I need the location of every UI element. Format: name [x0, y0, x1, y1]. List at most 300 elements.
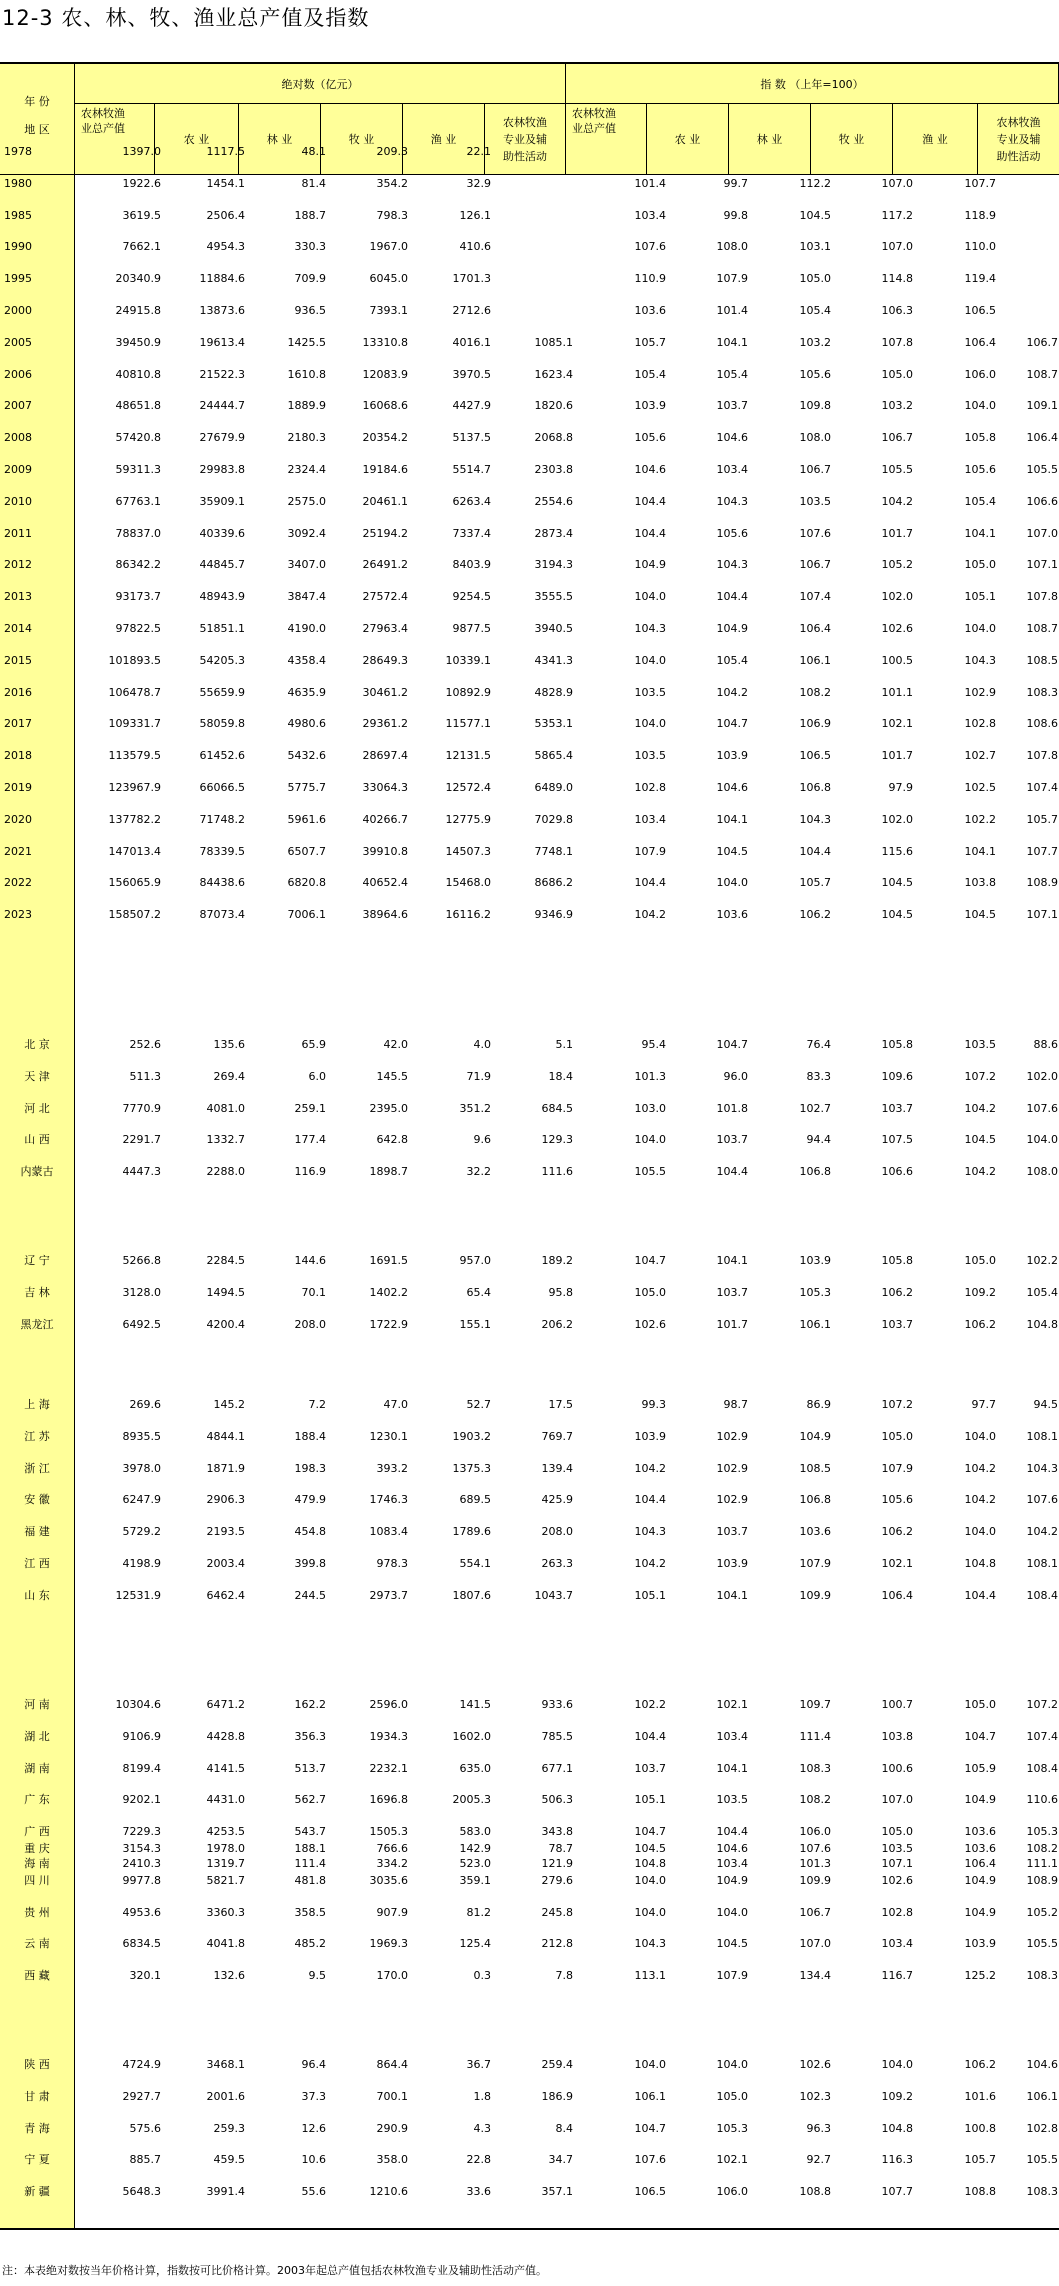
- table-cell: 1505.3: [369, 1825, 408, 1839]
- table-cell: 1807.6: [452, 1588, 491, 1602]
- table-cell: 108.3: [799, 1761, 831, 1775]
- table-cell: 107.9: [881, 1461, 913, 1475]
- table-cell: 104.2: [634, 1461, 666, 1475]
- table-cell: 6045.0: [369, 272, 408, 286]
- table-cell: 1319.7: [206, 1857, 245, 1870]
- table-cell: 9.6: [473, 1133, 491, 1147]
- table-cell: 1701.3: [452, 272, 491, 286]
- table-cell: 263.3: [541, 1557, 573, 1570]
- table-cell: 4980.6: [287, 717, 326, 731]
- table-cell: 7.8: [555, 1969, 573, 1983]
- table-cell: 104.7: [964, 1729, 996, 1743]
- table-cell: 101.8: [716, 1101, 748, 1115]
- table-cell: 104.4: [716, 590, 748, 604]
- table-cell: 2554.6: [534, 494, 573, 508]
- table-cell: 105.1: [634, 1588, 666, 1602]
- table-cell: 103.9: [716, 749, 748, 763]
- table-cell: 107.0: [1026, 526, 1058, 540]
- group-header-index: 指 数 （上年=100）: [566, 64, 1059, 104]
- table-cell: 103.6: [964, 1825, 996, 1839]
- row-label: 安 徽: [24, 1493, 50, 1507]
- table-row: [0, 1871, 1059, 1891]
- table-cell: 162.2: [294, 1698, 326, 1711]
- table-cell: 104.0: [716, 876, 748, 890]
- table-cell: 59311.3: [115, 463, 161, 476]
- table-cell: 105.5: [1026, 463, 1058, 476]
- table-cell: 101.7: [716, 1317, 748, 1331]
- table-cell: 104.7: [716, 1038, 748, 1051]
- table-cell: 6820.8: [287, 876, 326, 890]
- row-label: 2006: [4, 367, 32, 381]
- table-cell: 105.0: [964, 558, 996, 572]
- table-cell: 108.3: [1026, 685, 1058, 699]
- table-cell: 104.8: [881, 2121, 913, 2135]
- table-cell: 1332.7: [206, 1133, 245, 1147]
- table-cell: 104.8: [964, 1557, 996, 1570]
- table-cell: 5821.7: [206, 1873, 245, 1887]
- table-cell: 684.5: [541, 1101, 573, 1115]
- table-cell: 137782.2: [108, 812, 161, 826]
- table-cell: 8935.5: [122, 1429, 161, 1443]
- table-cell: 40652.4: [362, 876, 408, 890]
- table-cell: 29361.2: [362, 717, 408, 731]
- table-cell: 92.7: [806, 2153, 831, 2167]
- table-cell: 24444.7: [199, 399, 245, 413]
- table-cell: 104.0: [964, 1429, 996, 1443]
- table-cell: 94.5: [1033, 1398, 1058, 1411]
- table-cell: 105.3: [716, 2121, 748, 2135]
- table-cell: 78.7: [548, 1842, 573, 1855]
- table-cell: 108.2: [799, 685, 831, 699]
- table-cell: 107.6: [799, 1842, 831, 1855]
- table-cell: 115.6: [881, 844, 913, 858]
- table-cell: 108.0: [799, 431, 831, 445]
- table-cell: 4.0: [473, 1038, 491, 1051]
- table-cell: 21522.3: [199, 367, 245, 381]
- table-cell: 3978.0: [122, 1461, 161, 1475]
- table-cell: 108.8: [964, 2185, 996, 2199]
- table-cell: 6834.5: [122, 1937, 161, 1951]
- table-cell: 103.4: [634, 812, 666, 826]
- table-cell: 132.6: [213, 1969, 245, 1983]
- table-cell: 103.8: [964, 876, 996, 890]
- table-cell: 83.3: [806, 1069, 831, 1083]
- table-cell: 104.3: [964, 653, 996, 667]
- table-cell: 102.1: [716, 1698, 748, 1711]
- table-cell: 2873.4: [534, 526, 573, 540]
- table-cell: 108.9: [1026, 1873, 1058, 1887]
- table-cell: 106.8: [799, 1493, 831, 1507]
- table-cell: 4190.0: [287, 622, 326, 635]
- table-cell: 57420.8: [115, 431, 161, 445]
- table-row: [0, 1790, 1059, 1810]
- table-cell: 1043.7: [534, 1588, 573, 1602]
- table-row: [0, 1162, 1059, 1182]
- table-cell: 104.1: [964, 526, 996, 540]
- table-cell: 107.8: [1026, 749, 1058, 763]
- table-cell: 107.6: [634, 240, 666, 254]
- table-cell: 481.8: [294, 1873, 326, 1887]
- table-cell: 5353.1: [534, 717, 573, 731]
- table-cell: 107.0: [799, 1937, 831, 1951]
- col-header-services-abs-line1: 农林牧渔: [503, 115, 547, 129]
- table-cell: 104.0: [634, 1905, 666, 1919]
- table-cell: 677.1: [541, 1761, 573, 1775]
- stub-header: [0, 88, 74, 144]
- row-label: 甘 肃: [24, 2089, 50, 2103]
- table-cell: 108.6: [1026, 717, 1058, 731]
- row-label: 吉 林: [24, 1285, 50, 1299]
- table-cell: 103.9: [634, 1429, 666, 1443]
- table-cell: 4081.0: [206, 1101, 245, 1115]
- table-cell: 10.6: [301, 2153, 326, 2167]
- table-cell: 3991.4: [206, 2185, 245, 2199]
- table-cell: 104.0: [964, 399, 996, 413]
- row-label: 2014: [4, 622, 32, 635]
- row-label: 湖 南: [24, 1761, 50, 1775]
- table-cell: 103.4: [716, 1857, 748, 1870]
- table-row: [0, 1966, 1059, 1986]
- table-row: [0, 460, 1059, 480]
- table-cell: 101.4: [716, 304, 748, 317]
- table-cell: 15468.0: [445, 876, 491, 890]
- table-cell: 1083.4: [369, 1525, 408, 1539]
- table-cell: 107.6: [1026, 1493, 1058, 1507]
- table-cell: 105.3: [799, 1285, 831, 1299]
- group-header-absolute: 绝对数（亿元）: [75, 64, 566, 104]
- table-cell: 155.1: [459, 1317, 491, 1331]
- table-cell: 112.2: [799, 176, 831, 190]
- table-cell: 12531.9: [115, 1588, 161, 1602]
- table-cell: 105.6: [799, 367, 831, 381]
- table-cell: 8686.2: [534, 876, 573, 890]
- table-cell: 104.9: [634, 558, 666, 572]
- table-cell: 98.7: [723, 1398, 748, 1411]
- table-cell: 104.2: [964, 1101, 996, 1115]
- table-cell: 84438.6: [199, 876, 245, 890]
- table-cell: 100.7: [881, 1698, 913, 1711]
- table-cell: 96.3: [806, 2121, 831, 2135]
- table-cell: 104.1: [964, 844, 996, 858]
- table-cell: 102.3: [799, 2089, 831, 2103]
- table-cell: 106.1: [799, 1317, 831, 1331]
- table-cell: 4.3: [473, 2121, 491, 2135]
- table-cell: 1967.0: [369, 240, 408, 254]
- table-cell: 103.4: [881, 1937, 913, 1951]
- table-cell: 106.2: [881, 1525, 913, 1539]
- table-cell: 104.2: [964, 1461, 996, 1475]
- table-cell: 108.8: [799, 2185, 831, 2199]
- table-cell: 88.6: [1033, 1038, 1058, 1051]
- table-cell: 104.5: [964, 1133, 996, 1147]
- table-cell: 113579.5: [108, 749, 161, 763]
- col-header-services-idx: [978, 104, 1059, 174]
- col-header-total-abs-line1: 农林牧渔: [81, 107, 125, 120]
- table-cell: 2927.7: [122, 2089, 161, 2103]
- table-cell: 554.1: [459, 1557, 491, 1570]
- table-cell: 123967.9: [108, 781, 161, 794]
- table-cell: 109.6: [881, 1069, 913, 1083]
- table-cell: 9254.5: [452, 590, 491, 604]
- table-cell: 25194.2: [362, 526, 408, 540]
- table-cell: 111.6: [541, 1165, 573, 1179]
- table-cell: 114.8: [881, 272, 913, 286]
- table-cell: 40339.6: [199, 526, 245, 540]
- row-label: 2007: [4, 399, 32, 413]
- row-label: 湖 北: [24, 1729, 50, 1743]
- table-cell: 7.2: [308, 1398, 326, 1411]
- col-header-services-idx-line2: 专业及辅: [996, 132, 1041, 146]
- table-cell: 1454.1: [206, 176, 245, 190]
- table-cell: 102.6: [881, 622, 913, 635]
- table-cell: 103.7: [716, 399, 748, 413]
- table-cell: 1889.9: [287, 399, 326, 413]
- table-cell: 642.8: [376, 1133, 408, 1147]
- table-cell: 105.1: [634, 1793, 666, 1807]
- table-cell: 102.7: [799, 1101, 831, 1115]
- table-cell: 2712.6: [452, 304, 491, 317]
- table-cell: 104.3: [634, 1525, 666, 1539]
- table-cell: 8.4: [555, 2121, 573, 2135]
- table-cell: 108.5: [799, 1461, 831, 1475]
- row-label: 宁 夏: [24, 2153, 50, 2167]
- table-cell: 188.1: [294, 1842, 326, 1855]
- table-cell: 104.0: [634, 2058, 666, 2071]
- table-cell: 33.6: [466, 2185, 491, 2199]
- table-cell: 28649.3: [362, 653, 408, 667]
- table-cell: 104.7: [634, 1825, 666, 1839]
- table-cell: 103.1: [799, 240, 831, 254]
- table-cell: 106.1: [634, 2089, 666, 2103]
- table-cell: 8199.4: [122, 1761, 161, 1775]
- table-cell: 562.7: [294, 1793, 326, 1807]
- table-cell: 105.5: [1026, 1937, 1058, 1951]
- table-row: [0, 206, 1059, 226]
- table-cell: 102.0: [1026, 1069, 1058, 1083]
- table-cell: 48651.8: [115, 399, 161, 413]
- table-cell: 103.9: [716, 1557, 748, 1570]
- table-cell: 104.3: [1026, 1461, 1058, 1475]
- table-cell: 9877.5: [452, 622, 491, 635]
- table-cell: 104.0: [964, 1525, 996, 1539]
- table-cell: 108.2: [799, 1793, 831, 1807]
- table-cell: 5729.2: [122, 1525, 161, 1539]
- table-cell: 3847.4: [287, 590, 326, 604]
- table-row: [0, 333, 1059, 353]
- table-cell: 170.0: [376, 1969, 408, 1983]
- table-cell: 16116.2: [445, 908, 491, 922]
- table-cell: 104.4: [799, 844, 831, 858]
- table-cell: 7337.4: [452, 526, 491, 540]
- table-row: [0, 237, 1059, 257]
- table-row: [0, 2182, 1059, 2202]
- table-cell: 33064.3: [362, 781, 408, 794]
- table-cell: 358.5: [294, 1905, 326, 1919]
- table-cell: 104.3: [716, 494, 748, 508]
- table-cell: 357.1: [541, 2185, 573, 2199]
- table-cell: 81.4: [301, 176, 326, 190]
- table-cell: 5648.3: [122, 2185, 161, 2199]
- table-cell: 104.6: [634, 463, 666, 476]
- table-cell: 108.3: [1026, 1969, 1058, 1983]
- table-cell: 709.9: [294, 272, 326, 286]
- table-cell: 107.1: [881, 1857, 913, 1870]
- table-cell: 109.2: [881, 2089, 913, 2103]
- table-cell: 36.7: [466, 2058, 491, 2071]
- table-cell: 106.0: [964, 367, 996, 381]
- table-cell: 320.1: [129, 1969, 161, 1983]
- table-cell: 125.4: [459, 1937, 491, 1951]
- table-cell: 1898.7: [369, 1165, 408, 1179]
- table-cell: 101.3: [799, 1857, 831, 1870]
- table-row: [0, 619, 1059, 639]
- table-cell: 107.1: [1026, 558, 1058, 572]
- col-header-total-idx-line2: 业总产值: [572, 122, 616, 135]
- table-cell: 102.2: [964, 812, 996, 826]
- table-cell: 104.5: [964, 908, 996, 922]
- table-cell: 104.6: [1026, 2058, 1058, 2071]
- table-cell: 47.0: [383, 1398, 408, 1411]
- table-cell: 106.2: [964, 1317, 996, 1331]
- row-label: 2005: [4, 335, 32, 349]
- table-cell: 102.9: [716, 1461, 748, 1475]
- table-cell: 186.9: [541, 2089, 573, 2103]
- table-cell: 1402.2: [369, 1285, 408, 1299]
- table-cell: 107.7: [881, 2185, 913, 2199]
- table-cell: 102.1: [881, 717, 913, 731]
- table-cell: 188.4: [294, 1429, 326, 1443]
- table-cell: 1789.6: [452, 1525, 491, 1539]
- table-cell: 102.8: [964, 717, 996, 731]
- table-cell: 55.6: [301, 2185, 326, 2199]
- table-cell: 330.3: [294, 240, 326, 254]
- table-cell: 104.4: [634, 526, 666, 540]
- table-cell: 104.7: [634, 1254, 666, 1267]
- table-cell: 106.2: [881, 1285, 913, 1299]
- table-cell: 1978.0: [206, 1842, 245, 1855]
- table-row: [0, 1934, 1059, 1954]
- table-cell: 7006.1: [287, 908, 326, 922]
- row-label: 2019: [4, 781, 32, 794]
- table-cell: 96.4: [301, 2058, 326, 2071]
- table-cell: 575.6: [129, 2121, 161, 2135]
- table-cell: 106.1: [799, 653, 831, 667]
- table-cell: 1494.5: [206, 1285, 245, 1299]
- table-row: [0, 651, 1059, 671]
- table-cell: 7662.1: [122, 240, 161, 254]
- row-label: 西 藏: [24, 1969, 50, 1983]
- table-cell: 4427.9: [452, 399, 491, 413]
- table-cell: 105.4: [634, 367, 666, 381]
- col-header-farming-idx: 农 业: [647, 104, 729, 174]
- table-cell: 102.9: [964, 685, 996, 699]
- table-cell: 101.4: [634, 176, 666, 190]
- table-cell: 212.8: [541, 1937, 573, 1951]
- row-label: 2009: [4, 463, 32, 476]
- table-row: [0, 142, 1059, 162]
- table-cell: 1969.3: [369, 1937, 408, 1951]
- table-cell: 95.4: [641, 1038, 666, 1051]
- table-cell: 100.8: [964, 2121, 996, 2135]
- table-cell: 13310.8: [362, 335, 408, 349]
- table-cell: 103.0: [634, 1101, 666, 1115]
- table-row: [0, 2119, 1059, 2139]
- table-cell: 769.7: [541, 1429, 573, 1443]
- table-cell: 1722.9: [369, 1317, 408, 1331]
- table-cell: 104.8: [634, 1857, 666, 1870]
- table-cell: 2973.7: [369, 1588, 408, 1602]
- table-cell: 957.0: [459, 1254, 491, 1267]
- table-cell: 198.3: [294, 1461, 326, 1475]
- table-cell: 71748.2: [199, 812, 245, 826]
- row-label: 1980: [4, 176, 32, 190]
- table-cell: 104.0: [634, 590, 666, 604]
- table-cell: 12131.5: [445, 749, 491, 763]
- table-cell: 103.6: [799, 1525, 831, 1539]
- table-cell: 2906.3: [206, 1493, 245, 1507]
- table-cell: 7229.3: [122, 1825, 161, 1839]
- row-label: 2022: [4, 876, 32, 890]
- row-label: 2021: [4, 844, 32, 858]
- table-cell: 5865.4: [534, 749, 573, 763]
- col-header-services-abs: [485, 104, 566, 174]
- table-cell: 4724.9: [122, 2058, 161, 2071]
- table-row: [0, 714, 1059, 734]
- stub-header-year: 年 份: [24, 95, 50, 108]
- table-cell: 2506.4: [206, 208, 245, 222]
- table-cell: 2575.0: [287, 494, 326, 508]
- table-row: [0, 269, 1059, 289]
- row-label: 2000: [4, 304, 32, 317]
- table-cell: 4198.9: [122, 1557, 161, 1570]
- table-cell: 67763.1: [115, 494, 161, 508]
- table-cell: 5961.6: [287, 812, 326, 826]
- table-cell: 104.0: [634, 1133, 666, 1147]
- table-cell: 156065.9: [108, 876, 161, 890]
- table-cell: 106.0: [716, 2185, 748, 2199]
- table-cell: 106.7: [1026, 335, 1058, 349]
- table-row: [0, 842, 1059, 862]
- table-cell: 139.4: [541, 1461, 573, 1475]
- table-cell: 2410.3: [122, 1857, 161, 1870]
- table-row: [0, 746, 1059, 766]
- table-cell: 785.5: [541, 1729, 573, 1743]
- table-cell: 108.7: [1026, 367, 1058, 381]
- table-cell: 27963.4: [362, 622, 408, 635]
- table-cell: 102.8: [881, 1905, 913, 1919]
- table-cell: 51851.1: [199, 622, 245, 635]
- table-cell: 48.1: [301, 145, 326, 158]
- table-cell: 5137.5: [452, 431, 491, 445]
- table-cell: 6489.0: [534, 781, 573, 794]
- table-cell: 102.6: [634, 1317, 666, 1331]
- table-cell: 105.4: [1026, 1285, 1058, 1299]
- table-cell: 2180.3: [287, 431, 326, 445]
- table-cell: 103.7: [881, 1101, 913, 1115]
- table-cell: 106.7: [799, 1905, 831, 1919]
- table-cell: 105.2: [881, 558, 913, 572]
- table-cell: 104.5: [634, 1842, 666, 1855]
- table-cell: 104.9: [716, 622, 748, 635]
- table-cell: 1871.9: [206, 1461, 245, 1475]
- table-cell: 104.3: [799, 812, 831, 826]
- table-cell: 6492.5: [122, 1317, 161, 1331]
- table-cell: 22.1: [466, 145, 491, 158]
- table-cell: 105.0: [881, 367, 913, 381]
- table-cell: 543.7: [294, 1825, 326, 1839]
- table-cell: 96.0: [723, 1069, 748, 1083]
- table-cell: 359.1: [459, 1873, 491, 1887]
